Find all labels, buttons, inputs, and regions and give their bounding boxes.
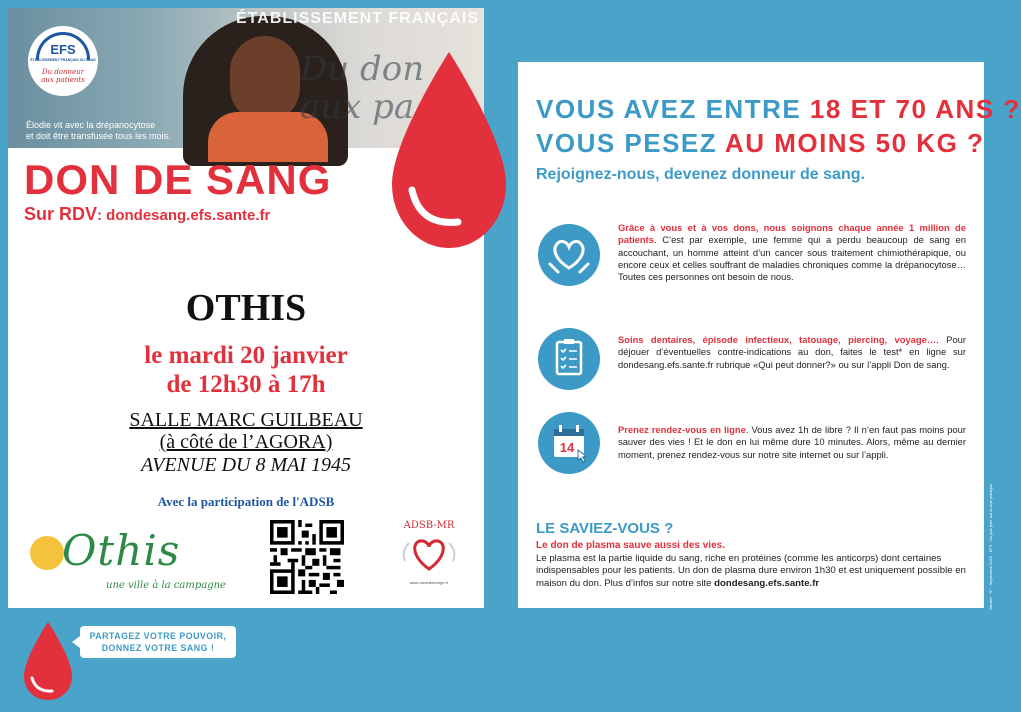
event-date: le mardi 20 janvier: [144, 342, 348, 369]
blood-drop-icon: [390, 50, 508, 250]
rdv-url[interactable]: : dondesang.efs.sante.fr: [97, 207, 271, 224]
photo-caption: [26, 120, 171, 142]
venue-name-text: SALLE MARC GUILBEAU: [129, 409, 363, 431]
plasma-url[interactable]: dondesang.efs.sante.fr: [714, 577, 820, 589]
sign-text: ÉTABLISSEMENT FRANÇAIS: [236, 10, 480, 27]
event-hours: de 12h30 à 17h: [166, 371, 326, 398]
info-block-patients: [618, 222, 966, 283]
adsb-logo-name: ADSB-MR: [403, 520, 455, 531]
donor-face: [230, 36, 300, 122]
efs-logo: [30, 28, 96, 94]
side-legal-note: Janvier · N° · Septembre 2023 · EFS · Ne pas jeter sur la voie publique: [988, 483, 993, 610]
age-question-mark: ?: [994, 94, 1021, 124]
venue-name: [8, 409, 484, 432]
caption-line-2: et doit être transfusée tous les mois.: [26, 131, 171, 141]
othis-logo: [26, 520, 226, 600]
script-line-1: Du don: [300, 49, 425, 89]
efs-tagline-2: aux patients: [41, 76, 85, 84]
heart-icon: [399, 531, 459, 575]
sun-icon: [30, 536, 64, 570]
qr-code-icon[interactable]: [270, 520, 344, 594]
weight-question: [536, 128, 984, 159]
town-name: OTHIS: [185, 287, 307, 329]
heart-hands-icon: [538, 224, 600, 286]
efs-logo-name: EFS: [50, 42, 76, 57]
slogan-line-1: PARTAGEZ VOTRE POUVOIR,: [89, 631, 227, 641]
age-range: 18 ET 70 ANS: [809, 94, 995, 124]
efs-logo-subtitle: ÉTABLISSEMENT FRANÇAIS DU SANG: [30, 58, 96, 62]
othis-logo-word: Othis: [62, 526, 181, 575]
efs-tagline-1: Du donneur: [41, 68, 85, 76]
calendar-day: 14: [559, 440, 575, 455]
info-block-eligibility: [618, 334, 966, 371]
age-question: [536, 94, 1021, 125]
venue-note: [8, 431, 484, 454]
adsb-contact: adsb.mesnildeonge.fr: [409, 580, 449, 585]
info-block-eligibility-text: . Pour déjouer d’éventuelles contre-indications au don, faites le test* en ligne sur dondesang.efs.sante.fr rubrique «Qui peut donner?» ou sur l’appli Don de sang.: [618, 334, 966, 370]
caption-line-1: Élodie vit avec la drépanocytose: [26, 120, 156, 130]
poster-title: DON DE SANG: [24, 156, 332, 203]
plasma-text: [536, 553, 966, 590]
weight-question-prefix: VOUS PESEZ: [536, 128, 725, 158]
info-block-eligibility-bold: Soins dentaires, épisode infectieux, tatouage, piercing, voyage…: [618, 334, 937, 345]
slogan-bubble: [80, 626, 236, 658]
info-block-appointment-text: . Vous avez 1h de libre ? Il n’en faut pas moins pour sauver des vies ! Et le don en lui même dure 10 minutes. Alors, même au dernier moment, prenez rendez-vous sur notre site internet ou sur l’appli.: [618, 424, 966, 460]
venue-street: AVENUE DU 8 MAI 1945: [140, 454, 352, 476]
clipboard-checklist-icon: [538, 328, 600, 390]
info-block-appointment-bold: Prenez rendez-vous en ligne: [618, 424, 746, 435]
plasma-heading: Le don de plasma sauve aussi des vies.: [536, 540, 725, 551]
adsb-logo: [394, 520, 464, 594]
weight-question-mark: ?: [958, 128, 985, 158]
did-you-know-heading: LE SAVIEZ-VOUS ?: [536, 520, 674, 537]
small-blood-drop-icon: [22, 620, 74, 702]
efs-logo-tagline: [30, 68, 96, 84]
join-call: Rejoignez-nous, devenez donneur de sang.: [536, 166, 865, 183]
script-line-2: aux pa: [300, 87, 415, 127]
rdv-line: [24, 204, 270, 225]
weight-minimum: AU MOINS 50 KG: [724, 128, 959, 158]
calendar-click-icon: [538, 412, 600, 474]
info-block-patients-bold: Grâce à vous et à vos dons, nous soignons chaque année 1 million de patients: [618, 222, 966, 246]
plasma-body-text: Le plasma est la partie liquide du sang, riche en protéines (comme les anticorps) dont certaines indispensables pour les patients. Un don de plasma dure environ 1h30 et est uniquement possible en maison du don. Plus d’infos sur notre site: [536, 553, 966, 589]
info-block-patients-text: . C’est par exemple, une femme qui a perdu beaucoup de sang en accouchant, un homme atteint d’un cancer sous traitement chimiothérapique, ou encore ceux et celles souffrant de maladies chroniques comme la drépanocytose… Toutes ces personnes ont besoin de nous.: [618, 234, 966, 283]
othis-logo-tagline: une ville à la campagne: [106, 580, 226, 591]
venue-note-text: (à côté de l’AGORA): [159, 431, 333, 453]
info-block-appointment: [618, 424, 966, 461]
rdv-label: Sur RDV: [24, 204, 98, 224]
partner-note: Avec la participation de l'ADSB: [157, 494, 335, 509]
slogan-line-2: DONNEZ VOTRE SANG !: [101, 643, 215, 653]
age-question-prefix: VOUS AVEZ ENTRE: [536, 94, 810, 124]
